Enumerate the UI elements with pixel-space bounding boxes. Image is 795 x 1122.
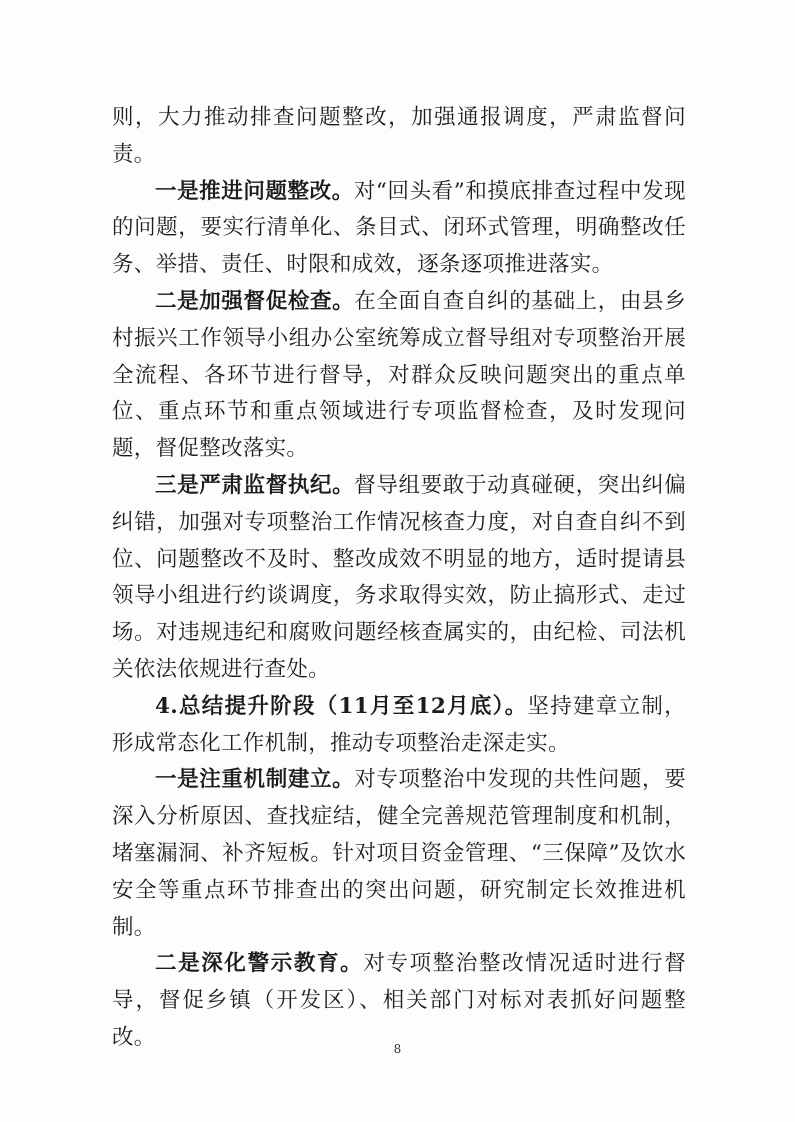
paragraph bbox=[112, 100, 686, 174]
paragraph-text: 在全面自查自纠的基础上，由县乡村振兴工作领导小组办公室统筹成立督导组对专项整治开展全流程、各环节进行督导，对群众反映问题突出的重点单位、重点环节和重点领域进行专项监督检查，及时发现问题，督促整改落实。 bbox=[112, 288, 686, 462]
paragraph-heading: 一是推进问题整改。 bbox=[155, 178, 354, 204]
paragraph-heading: 二是深化警示教育。 bbox=[155, 951, 364, 977]
paragraph-text: 对专项整治整改情况适时进行督导，督促乡镇（开发区）、相关部门对标对表抓好问题整改。 bbox=[112, 951, 687, 1050]
paragraph bbox=[112, 689, 686, 763]
paragraph-text: 对专项整治中发现的共性问题，要深入分析原因、查找症结，健全完善规范管理制度和机制，堵塞漏洞、补齐短板。针对项目资金管理、“三保障”及饮水安全等重点环节排查出的突出问题，研究制定长效推进机制。 bbox=[112, 767, 686, 940]
paragraph-heading: 一是注重机制建立。 bbox=[155, 767, 355, 793]
paragraph bbox=[112, 762, 686, 946]
paragraph bbox=[112, 174, 686, 284]
paragraph-heading: 三是严肃监督执纪。 bbox=[155, 472, 355, 498]
paragraph-text: 督导组要敢于动真碰硬，突出纠偏纠错，加强对专项整治工作情况核查力度，对自查自纠不到位、问题整改不及时、整改成效不明显的地方，适时提请县领导小组进行约谈调度，务求取得实效，防止搞形式、走过场。对违规违纪和腐败问题经核查属实的，由纪检、司法机关依法依规进行查处。 bbox=[112, 472, 686, 682]
paragraph-heading: 二是加强督促检查。 bbox=[155, 288, 355, 314]
paragraph bbox=[112, 284, 686, 468]
paragraph-text: 对“回头看”和摸底排查过程中发现的问题，要实行清单化、条目式、闭环式管理，明确整改任务、举措、责任、时限和成效，逐条逐项推进落实。 bbox=[112, 178, 686, 278]
paragraph-heading: 4.总结提升阶段（11月至12月底）。 bbox=[155, 693, 528, 719]
paragraph-text: 坚持建章立制，形成常态化工作机制，推动专项整治走深走实。 bbox=[112, 693, 686, 756]
paragraph-text: 则，大力推动排查问题整改，加强通报调度，严肃监督问责。 bbox=[112, 105, 686, 167]
page-number: 8 bbox=[393, 1042, 402, 1056]
paragraph bbox=[112, 946, 686, 1056]
paragraph bbox=[112, 468, 686, 689]
document-body bbox=[112, 100, 686, 1057]
